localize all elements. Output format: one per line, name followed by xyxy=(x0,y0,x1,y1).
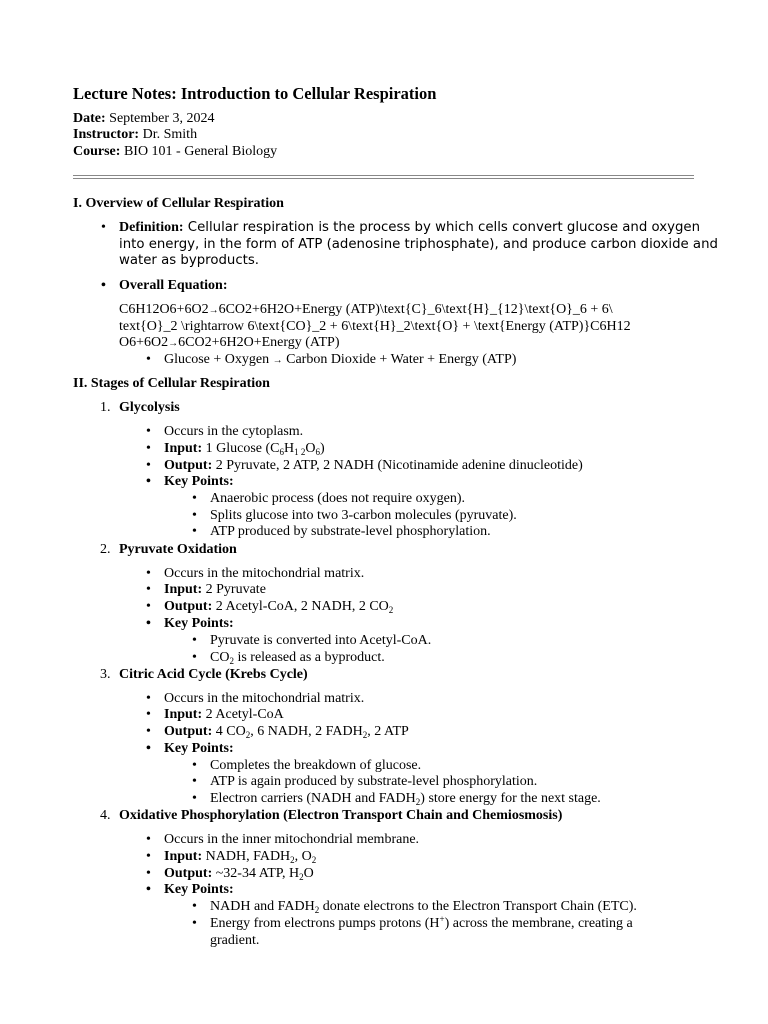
key-points-label: • Key Points: xyxy=(164,474,234,491)
input-label: Input: xyxy=(164,582,203,597)
list-item xyxy=(164,458,583,475)
key-point: • Splits glucose into two 3-carbon molecules (pyruvate). xyxy=(210,508,517,525)
output-text: , 6 NADH, 2 FADH xyxy=(250,724,363,739)
output-text: , 2 ATP xyxy=(367,724,409,739)
subscript: 6 xyxy=(279,447,285,457)
course-label: Course: xyxy=(73,144,121,159)
stage-title-glycolysis: Glycolysis xyxy=(119,400,180,415)
subscript: 2 xyxy=(299,872,304,882)
input-text: ) xyxy=(320,441,325,456)
output-label: Output: xyxy=(164,458,213,473)
stage-number: 2. xyxy=(100,542,111,557)
list-item xyxy=(164,599,393,616)
key-point-text: is released as a byproduct. xyxy=(233,650,385,665)
instructor-label: Instructor: xyxy=(73,127,140,142)
equation-line xyxy=(119,335,339,353)
key-point: • Anaerobic process (does not require oxygen). xyxy=(210,491,465,508)
output-text: 2 Acetyl-CoA, 2 NADH, 2 CO xyxy=(212,599,389,614)
key-point: • Completes the breakdown of glucose. xyxy=(210,758,421,775)
definition-item xyxy=(119,220,700,237)
input-text: H xyxy=(284,441,295,456)
input-text: O xyxy=(305,441,316,456)
definition-label: Definition: xyxy=(119,220,184,235)
key-point-text: ) store energy for the next stage. xyxy=(420,791,601,806)
key-point-text: ) across the membrane, creating a xyxy=(444,916,633,931)
key-point: • ATP produced by substrate-level phosphorylation. xyxy=(210,524,491,541)
date-line xyxy=(73,111,215,128)
input-text: NADH, FADH xyxy=(202,849,291,864)
input-label: Input: xyxy=(164,707,203,722)
input-text: 1 Glucose (C xyxy=(202,441,280,456)
output-label: Output: xyxy=(164,599,213,614)
key-point-text: donate electrons to the Electron Transport Chain (ETC). xyxy=(319,899,637,914)
equation-line xyxy=(119,302,613,320)
section-heading-stages: II. Stages of Cellular Respiration xyxy=(73,376,270,391)
key-point-continuation: gradient. xyxy=(210,933,260,948)
list-item: • Occurs in the mitochondrial matrix. xyxy=(164,566,364,583)
section-heading-overview: I. Overview of Cellular Respiration xyxy=(73,196,284,211)
equation-text: 6CO2+6H2O+Energy (ATP)\text{C}_6\text{H}_{12}\text{O}_6 + 6\ xyxy=(218,302,613,317)
key-point: • Pyruvate is converted into Acetyl-CoA. xyxy=(210,633,431,650)
key-point xyxy=(210,899,637,916)
key-point: • ATP is again produced by substrate-level phosphorylation. xyxy=(210,774,537,791)
divider-rule xyxy=(73,175,694,176)
stage-number: 1. xyxy=(100,400,111,415)
arrow-icon: → xyxy=(272,355,283,366)
key-point xyxy=(210,791,601,808)
key-points-label: • Key Points: xyxy=(164,616,234,633)
word-equation xyxy=(164,352,516,370)
list-item xyxy=(164,724,409,741)
word-equation-products: Carbon Dioxide + Water + Energy (ATP) xyxy=(286,352,517,367)
list-item xyxy=(164,866,314,883)
date-value: September 3, 2024 xyxy=(105,111,215,126)
arrow-icon: → xyxy=(208,305,219,316)
key-point xyxy=(210,916,633,933)
subscript: 2 xyxy=(311,855,317,865)
output-text: ~32-34 ATP, H xyxy=(212,866,300,881)
list-item: • Occurs in the cytoplasm. xyxy=(164,424,303,441)
list-item: • Occurs in the inner mitochondrial membrane. xyxy=(164,832,419,849)
output-text: 4 CO xyxy=(212,724,246,739)
stage-number: 4. xyxy=(100,808,111,823)
instructor-value: Dr. Smith xyxy=(139,127,198,142)
subscript: 1 2 xyxy=(294,447,306,457)
arrow-icon: → xyxy=(168,338,179,349)
key-points-label: • Key Points: xyxy=(164,741,234,758)
output-label: Output: xyxy=(164,724,213,739)
input-text: , O xyxy=(294,849,312,864)
list-item xyxy=(164,707,284,724)
definition-text: water as byproducts. xyxy=(119,253,260,268)
equation-line: text{O}_2 \rightarrow 6\text{CO}_2 + 6\text{H}_2\text{O} + \text{Energy (ATP)}C6H12 xyxy=(119,319,631,334)
output-text: O xyxy=(303,866,314,881)
key-point xyxy=(210,650,385,667)
subscript: 2 xyxy=(388,605,394,615)
stage-title-citric-acid-cycle: Citric Acid Cycle (Krebs Cycle) xyxy=(119,667,308,682)
word-equation-reactants: Glucose + Oxygen xyxy=(164,352,270,367)
definition-text: into energy, in the form of ATP (adenosine triphosphate), and produce carbon dioxide and xyxy=(119,237,718,252)
list-item xyxy=(164,441,325,458)
subscript: 2 xyxy=(415,797,421,807)
list-item xyxy=(164,849,316,866)
instructor-line xyxy=(73,127,197,144)
equation-text: 6CO2+6H2O+Energy (ATP) xyxy=(178,335,340,350)
equation-label: • Overall Equation: xyxy=(119,278,228,295)
list-item: • Occurs in the mitochondrial matrix. xyxy=(164,691,364,708)
list-item xyxy=(164,582,266,599)
date-label: Date: xyxy=(73,111,106,126)
subscript: 2 xyxy=(229,656,234,666)
input-text: 2 Acetyl-CoA xyxy=(202,707,284,722)
subscript: 2 xyxy=(290,855,295,865)
equation-text: O6+6O2 xyxy=(119,335,169,350)
subscript: 2 xyxy=(362,730,368,740)
definition-text: Cellular respiration is the process by which cells convert glucose and oxygen xyxy=(183,220,701,235)
key-point-text: Electron carriers (NADH and FADH xyxy=(210,791,416,806)
equation-text: C6H12O6+6O2 xyxy=(119,302,209,317)
subscript: 6 xyxy=(315,447,321,457)
superscript: + xyxy=(439,914,445,924)
input-label: Input: xyxy=(164,441,203,456)
input-text: 2 Pyruvate xyxy=(202,582,266,597)
subscript: 2 xyxy=(245,730,251,740)
key-point-text: Energy from electrons pumps protons (H xyxy=(210,916,440,931)
input-label: Input: xyxy=(164,849,203,864)
stage-number: 3. xyxy=(100,667,111,682)
key-point-text: CO xyxy=(210,650,230,665)
divider-rule xyxy=(73,178,694,179)
stage-title-pyruvate-oxidation: Pyruvate Oxidation xyxy=(119,542,237,557)
subscript: 2 xyxy=(314,905,320,915)
page-title: Lecture Notes: Introduction to Cellular Respiration xyxy=(73,84,437,103)
output-label: Output: xyxy=(164,866,213,881)
output-text: 2 Pyruvate, 2 ATP, 2 NADH (Nicotinamide adenine dinucleotide) xyxy=(212,458,583,473)
course-line xyxy=(73,144,277,161)
key-point-text: NADH and FADH xyxy=(210,899,315,914)
key-points-label: • Key Points: xyxy=(164,882,234,899)
stage-title-oxidative-phosphorylation: Oxidative Phosphorylation (Electron Transport Chain and Chemiosmosis) xyxy=(119,808,563,823)
course-value: BIO 101 - General Biology xyxy=(120,144,278,159)
